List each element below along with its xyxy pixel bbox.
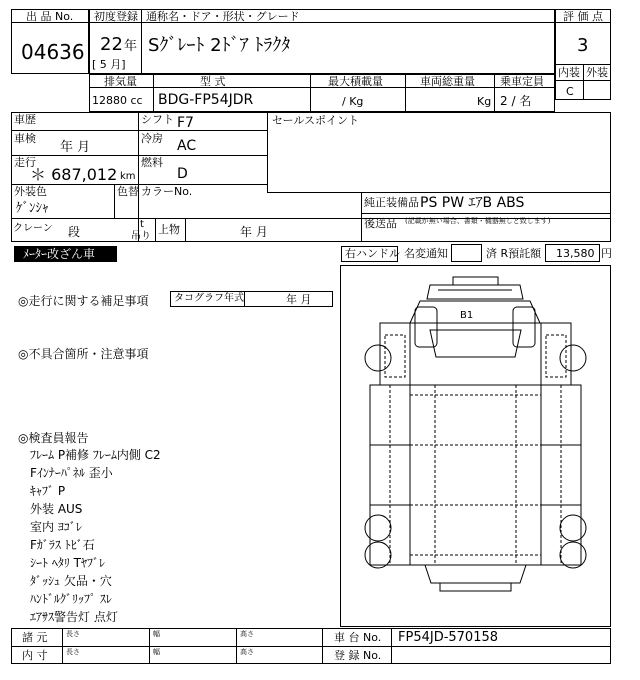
crane-ton: t [140,219,144,230]
tachograph-value: 年 月 [286,293,312,306]
upper-body-value: 年 月 [240,225,268,239]
rhd-label: 右ハンドル [345,247,400,260]
interior-dims-label: 内 寸 [22,649,48,662]
fuel-label: 燃料 [141,156,163,169]
max-load-label: 最大積載量 [328,75,383,88]
upper-body-label: 上物 [158,223,180,236]
score-label: 評 価 点 [563,10,603,23]
recycle-amount: 13,580 [556,247,595,260]
registration-year: 22 [100,34,123,55]
crane-hang: 吊り [131,231,151,242]
lot-number-label: 出 品 No. [26,10,74,23]
inspection-label: 車検 [14,132,36,145]
chassis-number-label: 車 台 No. [334,631,382,644]
inspector-line: ｷｬﾌﾞ P [30,484,66,498]
inspector-line: ﾀﾞｯｼｭ 欠品・穴 [30,574,112,588]
aftermarket-note: (記載が無い場合、書類・機器無しと致します) [405,217,551,225]
lot-number: 04636 [21,40,85,64]
standard-equipment-label: 純正装備品 [364,196,419,209]
inspector-line: ｼｰﾄ ﾍﾀﾘ Tﾔﾌﾞﾚ [30,556,105,570]
dims-label: 諸 元 [22,631,48,644]
capacity-label: 乗車定員 [500,75,544,88]
registration-number-label: 登 録 No. [334,649,382,662]
shift-label: シフト [141,113,174,126]
inspector-line: ｴｱｻｽ警告灯 点灯 [30,610,118,624]
fuel-value: D [177,166,188,182]
length-label: 長さ [66,630,80,638]
name-change-label: 名変通知 [404,247,448,260]
registration-year-unit: 年 [124,39,138,54]
height-label: 高さ [240,648,254,656]
supplement-label: ◎走行に関する補足事項 [18,294,149,308]
overall-score: 3 [577,35,589,56]
exterior-grade-label: 外装 [586,66,608,79]
sales-point-label: セールスポイント [272,114,360,127]
inspection-value: 年 月 [60,140,91,155]
aftermarket-label: 後送品 [364,217,397,230]
inspector-line: Fｶﾞﾗｽ ﾄﾋﾞ石 [30,538,95,552]
inspector-line: ﾊﾝﾄﾞﾙｸﾞﾘｯﾌﾟ ｽﾚ [30,592,112,606]
recycle-label: 済 R預託額 [486,247,542,260]
displacement-label: 排気量 [104,75,137,88]
width-label: 幅 [153,648,160,656]
color-change-label: 色替 [117,185,139,198]
crane-label: クレーン [13,223,53,234]
inspector-line: Fｲﾝﾅｰﾊﾟﾈﾙ 歪小 [30,466,113,480]
first-registration-label: 初度登録 [94,10,138,23]
max-load-value: / Kg [342,95,364,108]
mileage-value: ＊ 687,012 [30,165,118,184]
ac-label: 冷房 [141,132,163,145]
gross-weight-label: 車両総重量 [420,75,475,88]
crane-value: 段 [68,225,81,239]
width-label: 幅 [153,630,160,638]
model-type-label: 型 式 [200,75,226,88]
exterior-color-label: 外装色 [14,185,47,198]
defects-label: ◎不具合箇所・注意事項 [18,347,149,361]
model-name-label: 通称名・ドア・形状・グレード [146,10,300,23]
color-code-label: カラーNo. [141,185,193,198]
gross-weight-value: Kg [477,95,492,108]
mileage-unit: km [120,171,136,182]
inspector-line: 室内 ﾖｺﾞﾚ [30,520,82,534]
length-label: 長さ [66,648,80,656]
standard-equipment-value: PS PW ｴｱB ABS [420,195,525,211]
exterior-color-value: ｹﾞﾝｼｬ [16,201,49,216]
interior-grade: C [566,85,574,98]
inspector-report-label: ◎検査員報告 [18,431,89,445]
interior-grade-label: 内装 [558,66,580,79]
mileage-label: 走行 [14,156,36,169]
height-label: 高さ [240,630,254,638]
odometer-tampered-text: ﾒｰﾀｰ改ざん車 [23,247,96,261]
damage-mark: B1 [460,310,474,321]
capacity-value: 2 / 名 [500,94,532,108]
name-change-box [451,244,482,262]
chassis-number: FP54JD-570158 [398,630,499,645]
model-name: Sｸﾞﾚｰﾄ 2ﾄﾞｱ ﾄﾗｸﾀ [148,35,291,56]
model-type-value: BDG-FP54JDR [158,92,254,108]
shift-value: F7 [177,115,194,131]
ac-value: AC [177,138,197,154]
recycle-unit: 円 [601,247,612,260]
registration-month: [ 5 月] [92,58,126,71]
inspector-line: ﾌﾚｰﾑ P補修 ﾌﾚｰﾑ内側 C2 [30,448,161,462]
inspector-line: 外装 AUS [30,502,83,516]
displacement-value: 12880 cc [92,94,143,107]
tachograph-label: タコグラフ年式 [174,293,244,304]
history-label: 車歴 [14,113,36,126]
truck-diagram [340,265,611,627]
